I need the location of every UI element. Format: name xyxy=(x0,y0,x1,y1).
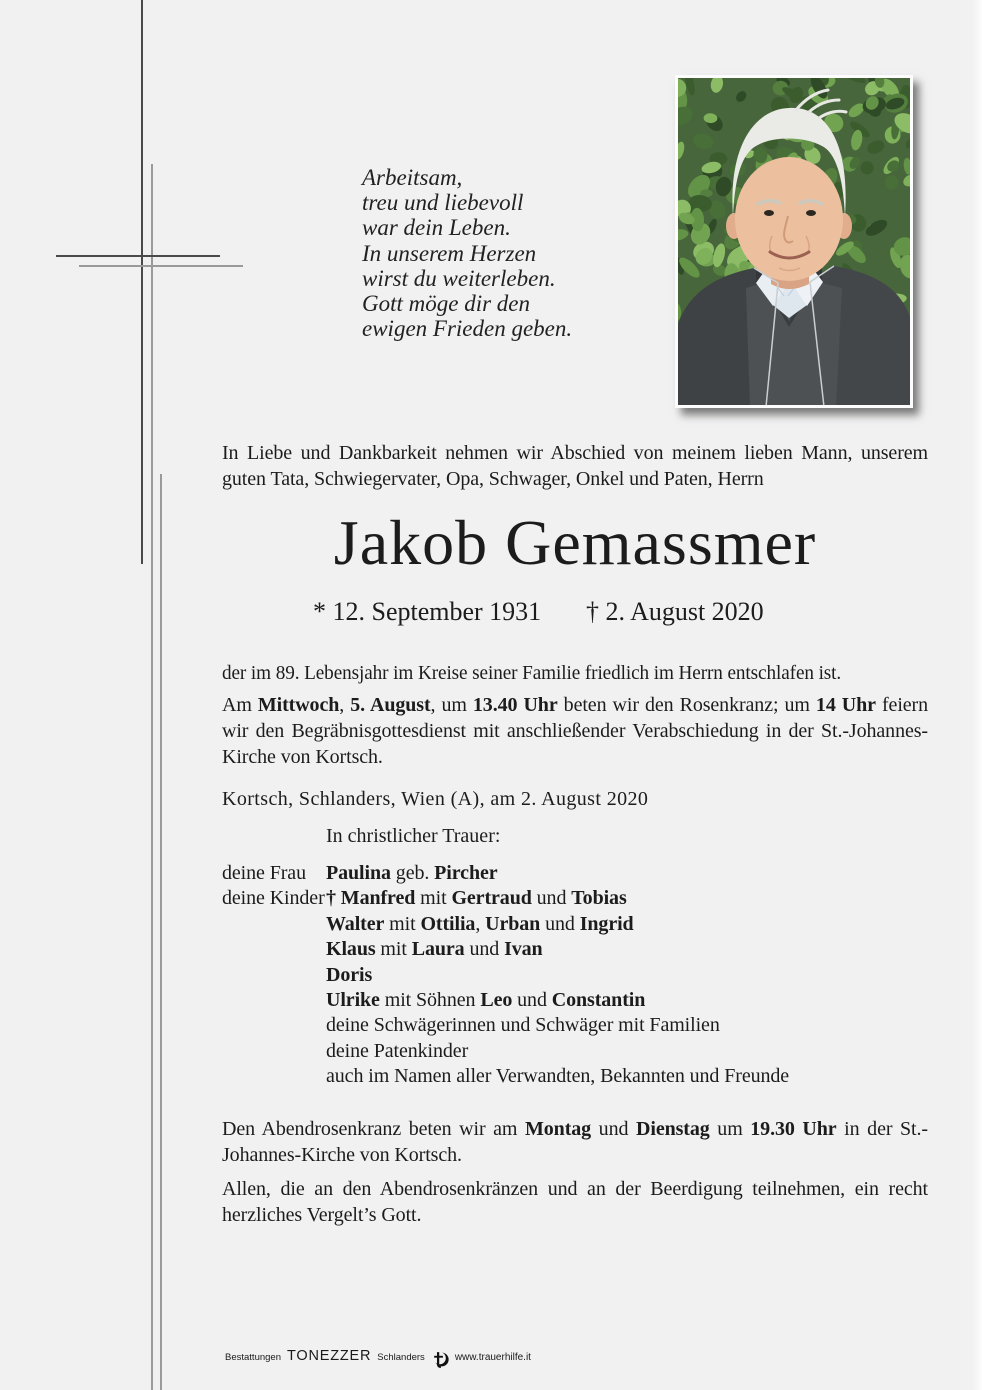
family-names: Ulrike mit Söhnen Leo und Constantin xyxy=(326,989,646,1012)
eye-left xyxy=(764,210,774,216)
cross-arm-dark xyxy=(56,255,220,257)
family-relation-label xyxy=(222,963,326,988)
rosary-paragraph: Den Abendrosenkranz beten wir am Montag und Dienstag um 19.30 Uhr in der St.-Johannes-Kirche von Kortsch. xyxy=(222,1118,928,1166)
family-row xyxy=(222,963,928,988)
poem-line: war dein Leben. xyxy=(362,215,511,241)
cross-vertical-gray-2 xyxy=(160,474,162,1390)
portrait-illustration xyxy=(678,78,910,405)
poem-line: wirst du weiterleben. xyxy=(362,265,556,291)
family-names: Walter mit Ottilia, Urban und Ingrid xyxy=(326,912,634,935)
family-row xyxy=(222,1039,928,1064)
family-relation-label xyxy=(222,988,326,1013)
schedule-paragraph: Am Mittwoch, 5. August, um 13.40 Uhr beten wir den Rosenkranz; um 14 Uhr feiern wir den Begräbnisgottesdienst mit anschließender Verabschiedung in der St.-Johannes-Kirche von Kortsch. xyxy=(222,694,929,768)
trauerhilfe-logo-icon xyxy=(431,1350,449,1374)
portrait-photo xyxy=(675,75,913,408)
family-list xyxy=(222,861,928,1090)
memorial-poem xyxy=(362,165,572,341)
funeral-home-label: Bestattungen xyxy=(225,1352,281,1363)
poem-line: ewigen Frieden geben. xyxy=(362,316,573,342)
family-relation-label xyxy=(222,912,326,937)
intro-paragraph: In Liebe und Dankbarkeit nehmen wir Abschied von meinem lieben Mann, unserem guten Tata, Schwiegervater, Opa, Schwager, Onkel und Paten, Herrn xyxy=(222,442,928,490)
family-relation-label xyxy=(222,1013,326,1038)
funeral-home-name: TONEZZER xyxy=(287,1348,372,1364)
thanks-paragraph: Allen, die an den Abendrosenkränzen und an der Beerdigung teilnehmen, ein recht herzliches Vergelt’s Gott. xyxy=(222,1178,928,1226)
family-relation-label xyxy=(222,1064,326,1089)
birth-date: * 12. September 1931 xyxy=(313,597,542,626)
family-row xyxy=(222,912,928,937)
poem-line: Arbeitsam, xyxy=(362,165,463,190)
family-names: Klaus mit Laura und Ivan xyxy=(326,938,543,961)
poem-line: In unserem Herzen xyxy=(362,240,537,266)
family-row xyxy=(222,1064,928,1089)
deceased-name: Jakob Gemassmer xyxy=(333,507,817,578)
family-relation-label: deine Frau xyxy=(222,862,306,884)
family-row xyxy=(222,861,928,886)
family-row xyxy=(222,886,928,911)
funeral-home-location: Schlanders xyxy=(377,1352,425,1363)
cross-vertical-dark xyxy=(141,0,143,564)
website-url: www.trauerhilfe.it xyxy=(454,1352,531,1363)
family-names: auch im Namen aller Verwandten, Bekannten und Freunde xyxy=(326,1065,790,1088)
family-row xyxy=(222,988,928,1013)
obituary-line-text: der im 89. Lebensjahr im Kreise seiner Familie friedlich im Herrn entschlafen ist. xyxy=(222,662,842,684)
poem-line: Gott möge dir den xyxy=(362,291,531,317)
scan-edge-highlight xyxy=(972,0,982,1390)
closing-line: In christlicher Trauer: xyxy=(326,825,501,847)
family-names: deine Schwägerinnen und Schwäger mit Familien xyxy=(326,1014,720,1037)
family-names: Doris xyxy=(326,963,373,986)
family-relation-label xyxy=(222,937,326,962)
footer xyxy=(225,1348,531,1372)
cross-vertical-gray xyxy=(151,164,153,1390)
place-dateline: Kortsch, Schlanders, Wien (A), am 2. August 2020 xyxy=(222,788,649,810)
face xyxy=(735,157,843,281)
family-row xyxy=(222,1013,928,1038)
cross-arm-gray xyxy=(79,265,243,267)
family-names: † Manfred mit Gertraud und Tobias xyxy=(326,887,627,910)
family-names: Paulina geb. Pircher xyxy=(326,862,498,884)
family-row xyxy=(222,937,928,962)
death-date: † 2. August 2020 xyxy=(586,597,764,626)
family-relation-label xyxy=(222,1039,326,1064)
eye-right xyxy=(806,210,816,216)
family-relation-label: deine Kinder xyxy=(222,887,325,910)
family-names: deine Patenkinder xyxy=(326,1039,469,1062)
poem-line: treu und liebevoll xyxy=(362,190,524,216)
obituary-line xyxy=(222,660,928,686)
